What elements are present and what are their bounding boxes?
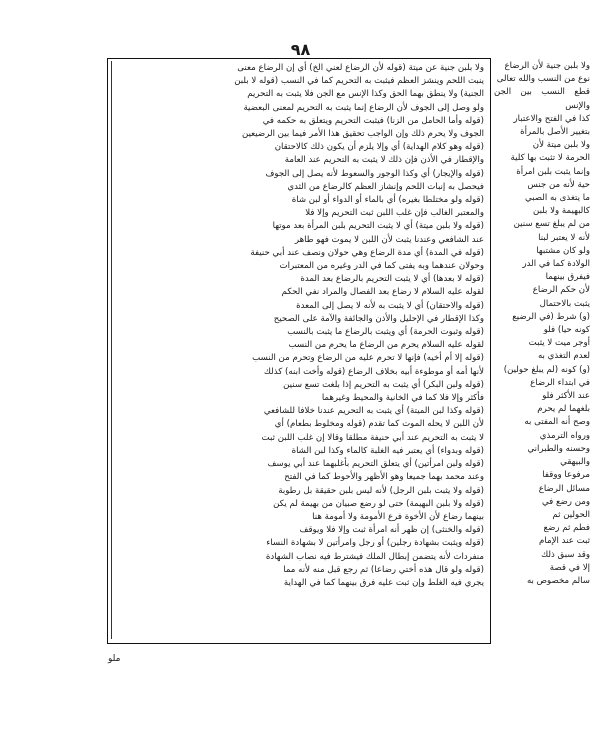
margin-line: الحولين ثم — [552, 509, 590, 520]
text-line: والإقطار في الأذن فإن ذلك لا يثبت به التحريم عند العامة — [284, 155, 484, 166]
margin-line: لأنه لا يعتبر لبنا — [538, 232, 590, 243]
text-line: (قوله ولا بلبن البهيمة) حتى لو رضع صبيان من بهيمة لم يكن — [273, 498, 484, 509]
text-line: ولو وصل إلى الجوف لأن الرضاع إنما يثبت به التحريم لمعنى البعضية — [243, 102, 484, 113]
margin-line: ولا بلبن ميتة لأن — [532, 140, 590, 151]
text-line: (قوله ولو مختلطا بغيره) أي بالماء أو الدواء أو لبن شاة — [291, 195, 484, 206]
margin-text-block — [494, 60, 590, 586]
text-line: (قوله في المدة) أي مدة الرضاع وهي حولان ونصف عند أبي حنيفة — [250, 247, 484, 258]
text-line: منفردات لأنه يتضمن إبطال الملك فيشترط فيه نصاب الشهادة — [265, 551, 484, 562]
text-line: (قوله وثبوت الحرمة) أي ويثبت بالرضاع ما يثبت بالنسب — [287, 327, 484, 338]
text-line: (قوله والاحتقان) أي لا يثبت به لأنه لا يصل إلى المعدة — [296, 300, 484, 311]
text-line: (قوله والخنثى) إن ظهر أنه امرأة ثبت وإلا فلا ويوقف — [299, 525, 484, 536]
margin-line: وصح أنه المفتى به — [524, 417, 590, 428]
text-line: (قوله وكذا لبن الميتة) أي يثبت به التحريم عندنا خلافا للشافعي — [263, 406, 484, 417]
margin-line: ما يتغذى به الصبي — [525, 193, 590, 204]
text-line: عند الشافعي وعندنا يثبت لأن اللبن لا يموت فهو طاهر — [294, 234, 484, 245]
text-line: بينهما رضاع لأن الأخوة فرع الأمومة ولا أمومة هنا — [312, 511, 484, 522]
text-line: (قوله ولا يثبت بلبن الرجل) لأنه ليس بلبن حقيقة بل رطوبة — [278, 485, 484, 496]
margin-line: لعدم التغذي به — [537, 351, 590, 362]
margin-line: حية لأنه من جنس — [527, 179, 590, 190]
margin-line: نوع من النسب والله تعالى — [496, 74, 590, 85]
margin-line: كونه حيا) فلو — [543, 325, 590, 336]
text-line: (قوله وأما الحامل من الزنا) فيثبت التحريم ويتعلق به حكمه في — [262, 115, 484, 126]
text-line: والمعتبر الغالب فإن غلب اللبن ثبت التحريم وإلا فلا — [305, 208, 484, 219]
margin-line: (و) كونه (لم يبلغ حولين) — [503, 364, 590, 375]
margin-line: سالم مخصوص به — [526, 575, 590, 586]
text-line: الجنية) ولا ينطق بهما الحق وكذا الإنس مع الجن فلا يثبت به التحريم — [247, 89, 484, 100]
margin-line: ومن رضع في — [541, 496, 590, 507]
text-line: وكذا الإقطار في الإحليل والأذن والجائفة والآمة على الصحيح — [273, 313, 484, 324]
text-line: لأنها أمه أو موطوءة أبيه بخلاف الرضاع (قوله وأخت ابنه) كذلك — [263, 366, 484, 377]
margin-line: بلغهما لم يحرم — [537, 404, 590, 415]
text-line: لقوله عليه السلام يحرم من الرضاع ما يحرم من النسب — [288, 340, 484, 351]
main-text-block — [116, 62, 484, 638]
text-line: لقوله عليه السلام لا رضاع بعد الفصال والمراد نفي الحكم — [281, 287, 484, 298]
catchword: ملو — [108, 654, 121, 664]
text-line: (قوله والإيجار) أي وكذا الوجور والسعوط لأنه يصل إلى الجوف — [265, 168, 484, 179]
margin-line: فطم ثم رضع — [543, 523, 590, 534]
text-line: لأن اللبن لا يحله الموت كما تقدم (قوله ومخلوط بطعام) أي — [274, 419, 484, 430]
margin-line: وحسنه والطبراني — [527, 443, 590, 454]
margin-line: كذا في الفتح والاعتبار — [513, 113, 590, 124]
text-line: (قوله وبدواء) أي يعتبر فيه الغلبة كالماء وكذا لبن الشاة — [291, 445, 484, 456]
margin-line: الولادة كما في الدر — [522, 259, 590, 270]
text-line: (قوله وهو كلام الهداية) أي وإلا يلزم أن يكون ذلك كالاحتقان — [274, 142, 484, 153]
margin-line: قطع النسب بين الجن والإنس — [494, 87, 590, 111]
page-number: ٩٨ — [290, 40, 311, 59]
text-line: (قوله إلا أم أخيه) فإنها لا تحرم عليه من الرضاع وتحرم من النسب — [252, 353, 484, 364]
text-line: ينبت اللحم وينشز العظم فيثبت به التحريم كما في النسب (قوله لا بلبن — [234, 76, 484, 87]
text-line: وحولان عندهما وبه يفتى كما في الدر وغيره من المعتبرات — [279, 261, 484, 272]
text-line: وعند محمد بهما جميعا وهو الأظهر والأحوط كما في الفتح — [284, 472, 484, 483]
margin-line: ثبت عند الإمام — [539, 536, 590, 547]
text-line: فيحصل به إنبات اللحم وإنشاز العظم كالرضاع من الثدي — [287, 181, 484, 192]
margin-line: والبيهقي — [560, 457, 590, 468]
margin-line: فيفرق بينهما — [545, 272, 590, 283]
margin-line: لأن حكم الرضاع — [532, 285, 590, 296]
text-line: (قوله ويثبت بشهادة رجلين) أو رجل وامرأتين لا بشهادة النساء — [266, 538, 484, 549]
inner-rule — [111, 61, 112, 639]
text-line: فأكثر وإلا فلا كما في الخانية والمحيط وغيرهما — [321, 393, 484, 404]
margin-line: ولا بلبن جنية لأن الرضاع — [504, 61, 590, 71]
text-line: (قوله ولو قال هذه أختي رضاعا) ثم رجع قبل منه لأنه مما — [283, 564, 484, 575]
margin-line: مسائل الرضاع — [538, 483, 590, 494]
text-line: الجوف ولا يحرم ذلك وإن الواجب تحقيق هذا الأمر فيما بين الرضيعين — [242, 129, 484, 140]
margin-line: وقد سبق ذلك — [541, 549, 590, 560]
text-line: (قوله ولبن البكر) أي يثبت به التحريم إذا بلغت تسع سنين — [283, 379, 484, 390]
margin-line: ورواه الترمذي — [539, 430, 590, 441]
margin-line: بتغيير الأصل بالمرأة — [520, 127, 590, 138]
margin-line: مرفوعا ووقفا — [542, 470, 590, 481]
margin-line: عند الأكثر فلو — [542, 391, 590, 402]
text-line: يجري فيه الغلط وإن ثبت عليه فرق بينهما كما في الهداية — [283, 577, 484, 588]
margin-line: في ابتداء الرضاع — [530, 377, 590, 388]
margin-line: الحرمة لا تثبت بها كلية — [510, 153, 590, 164]
margin-line: يثبت بالاحتمال — [539, 298, 590, 309]
text-line: (قوله ولبن امرأتين) أي يتعلق التحريم بأغلبهما عند أبي يوسف — [267, 459, 484, 470]
text-line: (قوله لا بعدها) أي لا يثبت التحريم بالرضاع بعد المدة — [300, 274, 484, 285]
margin-line: وإنما يثبت بلبن امرأة — [516, 166, 590, 177]
margin-line: كالبهيمة ولا بلبن — [533, 206, 590, 217]
text-line: لا يثبت به التحريم عند أبي حنيفة مطلقا وقالا إن غلب اللبن ثبت — [261, 432, 484, 443]
margin-line: ولو كان مشتبها — [536, 245, 590, 256]
margin-line: أوجر ميت لا يثبت — [528, 338, 590, 349]
margin-line: من لم يبلغ تسع سنين — [513, 219, 590, 230]
text-line: ولا بلبن جنية عن ميتة (قوله لأن الرضاع لعني الخ) أي إن الرضاع معنى — [237, 63, 484, 73]
margin-line: إلا في قصة — [549, 562, 590, 573]
text-line: (قوله ولا بلبن ميتة) أي لا يثبت التحريم بلبن المرأة بعد موتها — [272, 221, 484, 232]
margin-line: (و) شرط (في الرضيع — [512, 311, 590, 322]
